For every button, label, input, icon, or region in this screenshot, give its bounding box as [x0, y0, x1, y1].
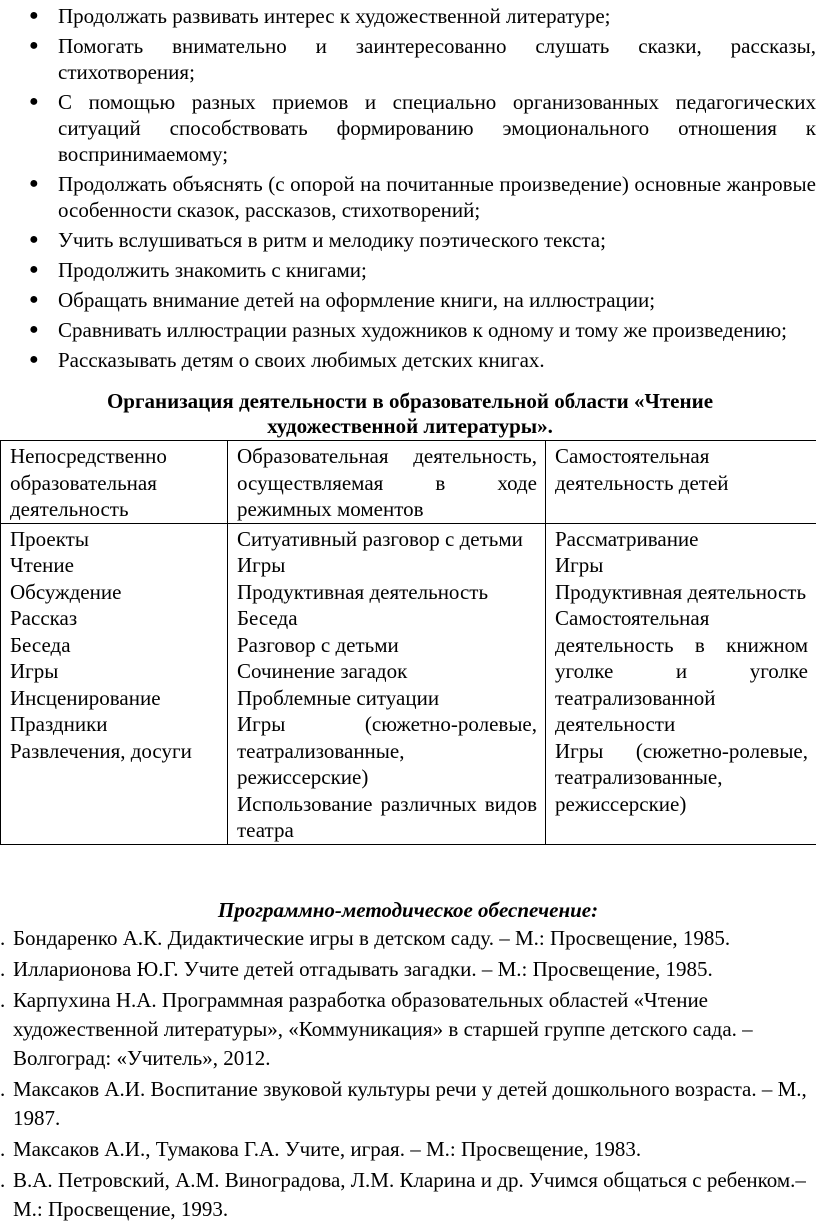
reference-item: [0, 1166, 816, 1224]
list-item-text: Учить вслушиваться в ритм и мелодику поэтического текста;: [58, 228, 606, 252]
reference-marker: .: [0, 1137, 6, 1161]
list-item-text: Обращать внимание детей на оформление книги, на иллюстрации;: [58, 288, 656, 312]
list-item-text: Помогать внимательно и заинтересованно слушать сказки, рассказы, стихотворения;: [58, 34, 816, 84]
list-item-text: Продолжать развивать интерес к художественной литературе;: [58, 4, 611, 28]
list-item-text: С помощью разных приемов и специально организованных педагогических ситуаций способствовать формированию эмоционального отношения к воспринимаемому;: [58, 90, 816, 166]
cell-line: Игры: [237, 553, 286, 577]
reference-item: [0, 1075, 816, 1133]
cell-line: Разговор с детьми: [237, 632, 399, 657]
table-header-row: [1, 441, 816, 524]
list-item: [0, 89, 816, 167]
bullet-icon: ●: [29, 351, 39, 368]
bullet-icon: ●: [29, 175, 39, 192]
reference-text: Максаков А.И. Воспитание звуковой культуры речи у детей дошкольного возраста. – М., 1987.: [13, 1077, 807, 1130]
list-item-text: Продолжить знакомить с книгами;: [58, 258, 367, 282]
list-item: [0, 347, 816, 373]
cell-line: Рассказ: [10, 606, 78, 630]
reference-text: Карпухина Н.А. Программная разработка образовательных областей «Чтение художественной литературы», «Коммуникация» в старшей группе детского сада. – Волгоград: «Учитель», 2012.: [13, 988, 753, 1070]
bullet-icon: ●: [29, 291, 39, 308]
cell-line: Проблемные ситуации: [237, 685, 440, 710]
section-heading: Организация деятельности в образовательной области «Чтение художественной литературы».: [106, 389, 714, 438]
cell-line: Инсценирование: [10, 685, 161, 710]
cell-line: Использование различных видов театра: [237, 791, 537, 842]
cell-line: Обсуждение: [10, 579, 122, 604]
cell-line: Ситуативный разговор с детьми: [237, 526, 523, 551]
table-cell-direct-activity: [1, 523, 228, 844]
table-header-cell: Образовательная деятельность, осуществляемая в ходе режимных моментов: [228, 441, 546, 524]
bullet-icon: ●: [29, 231, 39, 248]
list-item: [0, 257, 816, 283]
cell-line: Чтение: [10, 553, 74, 577]
table-cell-independent-activity: [546, 523, 816, 844]
list-item-text: Продолжать объяснять (с опорой на почитанные произведение) основные жанровые особенности сказок, рассказов, стихотворений;: [58, 172, 816, 222]
cell-line: Развлечения, досуги: [10, 738, 192, 763]
reference-marker: .: [0, 957, 6, 981]
reference-marker: .: [0, 988, 6, 1012]
cell-line: Рассматривание: [555, 526, 699, 551]
cell-line: Беседа: [10, 632, 71, 657]
table-header-cell: Непосредственно образовательная деятельность: [1, 441, 228, 524]
cell-line: Беседа: [237, 606, 298, 630]
reference-text: Илларионова Ю.Г. Учите детей отгадывать загадки. – М.: Просвещение, 1985.: [13, 957, 713, 981]
list-item-text: Рассказывать детям о своих любимых детских книгах.: [58, 348, 545, 372]
cell-line: Самостоятельная деятельность в книжном уголке и уголке театрализованной деятельности: [555, 606, 808, 736]
cell-line: Проекты: [10, 526, 89, 551]
table-header-cell: Самостоятельная деятельность детей: [546, 441, 816, 524]
cell-line: Продуктивная деятельность: [555, 579, 807, 604]
goals-list: [0, 3, 816, 377]
activity-table: [0, 440, 816, 845]
bullet-icon: ●: [29, 93, 39, 110]
bullet-icon: ●: [29, 321, 39, 338]
list-item-text: Сравнивать иллюстрации разных художников к одному и тому же произведению;: [58, 318, 787, 342]
bullet-icon: ●: [29, 7, 39, 24]
table-row: [1, 523, 816, 844]
references-list: [0, 924, 816, 1226]
reference-marker: .: [0, 926, 6, 950]
list-item: [0, 287, 816, 313]
list-item: [0, 33, 816, 85]
list-item: [0, 317, 816, 343]
reference-item: [0, 986, 816, 1073]
reference-marker: .: [0, 1168, 6, 1192]
list-item: [0, 227, 816, 253]
reference-text: Бондаренко А.К. Дидактические игры в детском саду. – М.: Просвещение, 1985.: [13, 926, 731, 950]
cell-line: Игры (сюжетно-ролевые, театрализованные, режиссерские): [555, 738, 808, 816]
cell-line: Праздники: [10, 712, 108, 736]
reference-text: В.А. Петровский, А.М. Виноградова, Л.М. Кларина и др. Учимся общаться с ребенком.– М.: Просвещение, 1993.: [13, 1168, 806, 1221]
cell-line: Игры: [10, 659, 59, 683]
reference-marker: .: [0, 1077, 6, 1101]
reference-text: Максаков А.И., Тумакова Г.А. Учите, играя. – М.: Просвещение, 1983.: [13, 1137, 642, 1161]
table-cell-routine-activity: [228, 523, 546, 844]
references-heading: Программно-методическое обеспечение:: [217, 898, 599, 922]
cell-line: Игры (сюжетно-ролевые, театрализованные, режиссерские): [237, 712, 537, 789]
bullet-icon: ●: [29, 261, 39, 278]
reference-item: [0, 924, 816, 953]
cell-line: Продуктивная деятельность: [237, 579, 489, 604]
reference-item: [0, 955, 816, 984]
list-item: [0, 171, 816, 223]
list-item: [0, 3, 816, 29]
bullet-icon: ●: [29, 37, 39, 54]
cell-line: Сочинение загадок: [237, 659, 408, 683]
cell-line: Игры: [555, 553, 604, 577]
reference-item: [0, 1135, 816, 1164]
